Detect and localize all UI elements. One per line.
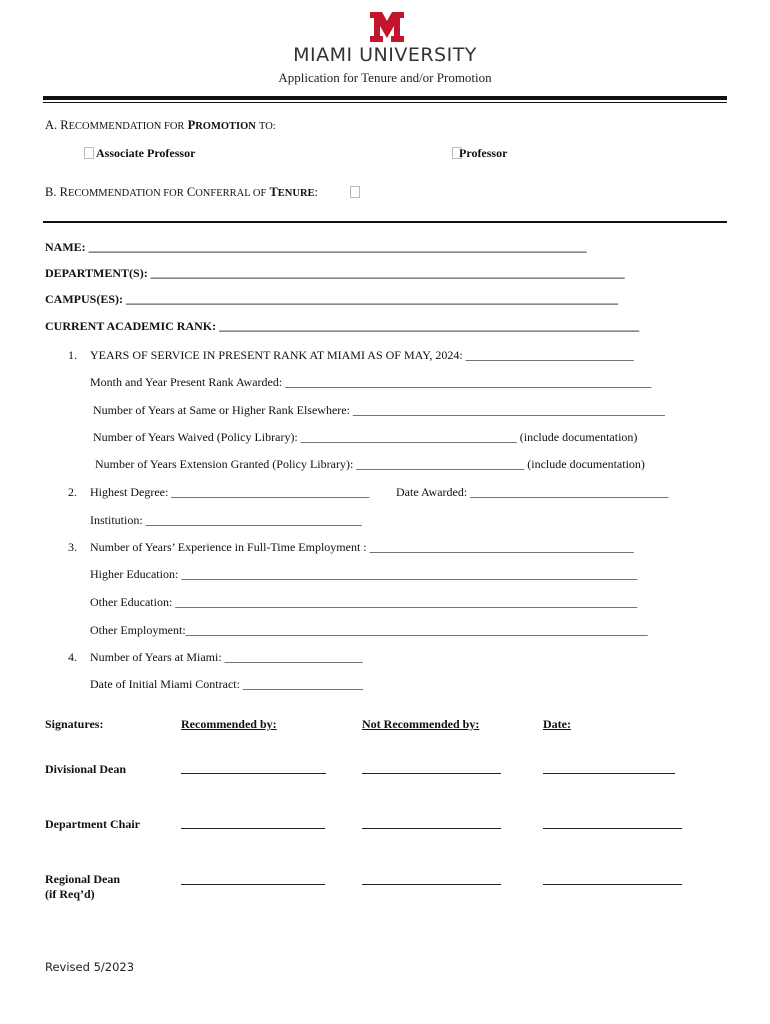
divisional-dean-label: Divisional Dean — [45, 762, 127, 776]
years-extension-field[interactable]: Number of Years Extension Granted (Policy Library): ____________________________ (include documentation) — [95, 457, 645, 471]
initial-contract-field[interactable]: Date of Initial Miami Contract: ____________________ — [90, 677, 363, 691]
tenure-checkbox[interactable] — [350, 186, 360, 198]
section-b-heading: B. RECOMMENDATION FOR CONFERRAL OF TENURE: — [45, 185, 319, 199]
regional-dean-not-recommended-line[interactable] — [362, 884, 501, 885]
higher-education-field[interactable]: Higher Education: ____________________________________________________________________________ — [90, 567, 638, 581]
revised-date: Revised 5/2023 — [45, 960, 135, 974]
item-3-number: 3. — [68, 540, 77, 554]
department-chair-recommended-line[interactable] — [181, 828, 325, 829]
miami-m-logo — [370, 12, 404, 42]
signatures-heading: Signatures: — [45, 717, 104, 731]
form-subtitle: Application for Tenure and/or Promotion — [278, 70, 492, 85]
regional-dean-date-line[interactable] — [543, 884, 682, 885]
date-awarded-field[interactable]: Date Awarded: _________________________________ — [396, 485, 669, 499]
other-education-field[interactable]: Other Education: _____________________________________________________________________________ — [90, 595, 638, 609]
rank-awarded-field[interactable]: Month and Year Present Rank Awarded: _____________________________________________________________ — [90, 375, 652, 389]
divisional-dean-not-recommended-line[interactable] — [362, 773, 501, 774]
department-chair-label: Department Chair — [45, 817, 140, 831]
regional-dean-label: Regional Dean — [45, 872, 120, 886]
regional-dean-note: (if Req’d) — [45, 887, 95, 901]
section-divider — [43, 221, 727, 223]
divisional-dean-recommended-line[interactable] — [181, 773, 326, 774]
item-2-number: 2. — [68, 485, 77, 499]
experience-field[interactable]: Number of Years’ Experience in Full-Time Employment : ____________________________________________ — [90, 540, 634, 554]
department-chair-date-line[interactable] — [543, 828, 682, 829]
regional-dean-recommended-line[interactable] — [181, 884, 325, 885]
current-rank-field[interactable]: CURRENT ACADEMIC RANK: ______________________________________________________________________ — [45, 319, 640, 333]
campus-field[interactable]: CAMPUS(ES): __________________________________________________________________________________ — [45, 292, 618, 306]
recommended-by-heading: Recommended by: — [181, 717, 277, 731]
associate-professor-checkbox[interactable] — [84, 147, 94, 159]
divisional-dean-date-line[interactable] — [543, 773, 675, 774]
professor-label: Professor — [459, 146, 508, 160]
associate-professor-label: Associate Professor — [96, 146, 196, 160]
header-divider — [43, 96, 727, 100]
institution-field[interactable]: Institution: ____________________________________ — [90, 513, 362, 527]
university-name: MIAMI UNIVERSITY — [293, 44, 477, 66]
date-heading: Date: — [543, 717, 571, 731]
years-elsewhere-field[interactable]: Number of Years at Same or Higher Rank Elsewhere: ____________________________________________________ — [93, 403, 665, 417]
department-field[interactable]: DEPARTMENT(S): _______________________________________________________________________________ — [45, 266, 625, 280]
item-4-number: 4. — [68, 650, 77, 664]
years-waived-field[interactable]: Number of Years Waived (Policy Library): ____________________________________ (include documentation) — [93, 430, 638, 444]
highest-degree-field[interactable]: Highest Degree: _________________________________ — [90, 485, 370, 499]
header-divider-thin — [43, 102, 727, 103]
not-recommended-by-heading: Not Recommended by: — [362, 717, 480, 731]
years-service-field[interactable]: YEARS OF SERVICE IN PRESENT RANK AT MIAMI AS OF MAY, 2024: ____________________________ — [90, 348, 634, 362]
years-at-miami-field[interactable]: Number of Years at Miami: _______________________ — [90, 650, 363, 664]
department-chair-not-recommended-line[interactable] — [362, 828, 501, 829]
other-employment-field[interactable]: Other Employment:_____________________________________________________________________________ — [90, 623, 648, 637]
item-1-number: 1. — [68, 348, 77, 362]
name-field[interactable]: NAME: ___________________________________________________________________________________ — [45, 240, 587, 254]
section-a-heading: A. RECOMMENDATION FOR PROMOTION TO: — [45, 118, 276, 132]
